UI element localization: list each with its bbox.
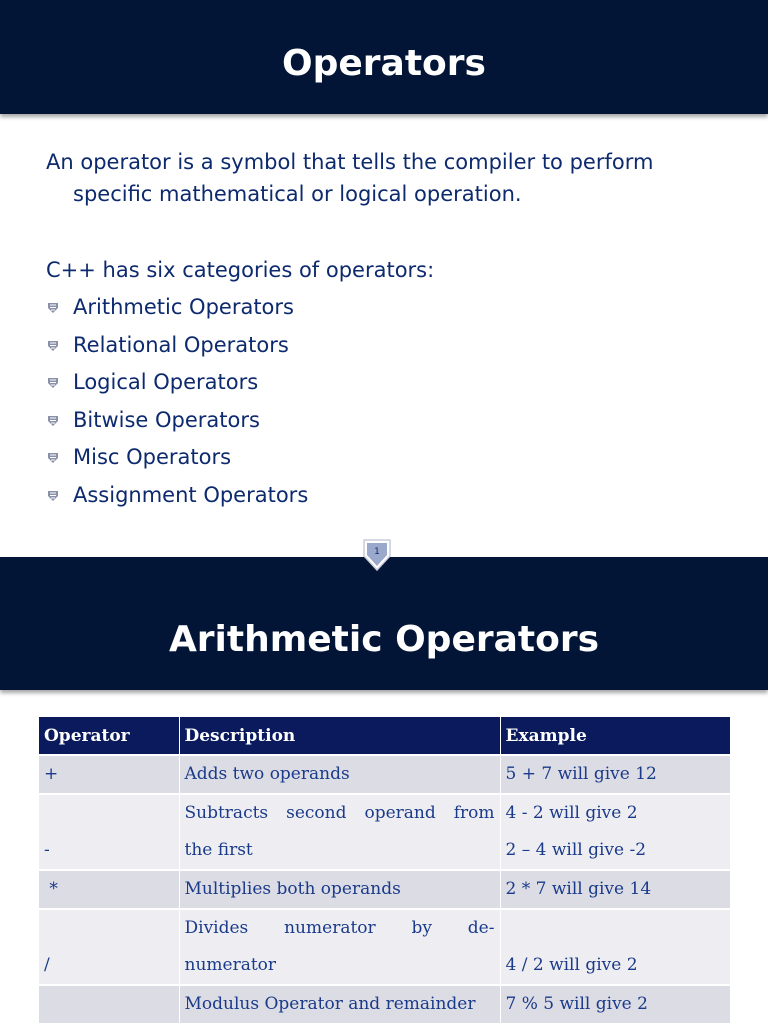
header-operator: Operator — [39, 717, 179, 755]
description-line: Modulus Operator and remainder — [184, 994, 476, 1014]
table-row — [39, 909, 730, 985]
category-label: Logical Operators — [73, 370, 259, 395]
description-line: Divides numerator by de- — [184, 918, 495, 938]
description-line: Adds two operands — [184, 764, 350, 784]
intro-line-1: An operator is a symbol that tells the compiler to perform — [46, 150, 654, 174]
example-line: 5 + 7 will give 12 — [505, 764, 657, 784]
bullet-icon — [47, 415, 59, 427]
cell-operator: + — [39, 755, 179, 794]
category-list — [46, 289, 308, 515]
list-item — [46, 402, 308, 440]
table-row — [39, 755, 730, 794]
cell-description — [179, 985, 500, 1023]
example-line: 2 * 7 will give 14 — [505, 879, 652, 899]
table-header-row — [39, 717, 730, 755]
cell-example — [500, 755, 730, 794]
example-line — [506, 910, 725, 947]
example-line: 4 - 2 will give 2 — [505, 803, 638, 823]
category-label: Arithmetic Operators — [73, 295, 294, 319]
cell-operator: * — [39, 870, 179, 909]
cell-description — [179, 870, 500, 909]
intro-line-2: specific mathematical or logical operation. — [73, 182, 522, 206]
list-item — [46, 327, 308, 365]
list-item — [46, 289, 308, 327]
bullet-icon — [47, 490, 59, 502]
table-row — [39, 985, 730, 1023]
example-line: 2 – 4 will give -2 — [505, 840, 647, 860]
slide-title-banner-2 — [0, 557, 768, 690]
cell-operator: / — [39, 909, 179, 985]
cell-description — [179, 794, 500, 870]
cell-example — [500, 985, 730, 1023]
slide-title-banner — [0, 0, 768, 114]
list-item — [46, 477, 308, 515]
description-line: Multiplies both operands — [184, 879, 401, 899]
example-line: 4 / 2 will give 2 — [505, 955, 638, 975]
header-description: Description — [179, 717, 500, 755]
slide-title: Operators — [282, 43, 486, 84]
cell-example — [500, 909, 730, 985]
page-number: 1 — [374, 547, 380, 557]
description-line: the first — [184, 840, 253, 860]
category-label: Bitwise Operators — [73, 407, 260, 432]
bullet-icon — [47, 340, 59, 352]
cell-example — [500, 870, 730, 909]
description-line: numerator — [184, 955, 277, 975]
bullet-icon — [47, 377, 59, 389]
list-item — [46, 439, 308, 477]
example-line: 7 % 5 will give 2 — [505, 994, 648, 1014]
cell-description — [179, 909, 500, 985]
bullet-icon — [47, 302, 59, 314]
cell-description — [179, 755, 500, 794]
intro-paragraph — [46, 146, 746, 210]
slide-title-2: Arithmetic Operators — [168, 619, 600, 660]
category-label: Relational Operators — [73, 332, 289, 357]
header-example: Example — [500, 717, 730, 755]
table-row — [39, 794, 730, 870]
description-line: Subtracts second operand from — [184, 803, 495, 823]
cell-operator: - — [39, 794, 179, 870]
arithmetic-operators-table — [39, 717, 731, 1023]
cell-example — [500, 794, 730, 870]
categories-intro: C++ has six categories of operators: — [46, 258, 435, 282]
page-number-badge — [362, 538, 392, 572]
cell-operator — [39, 985, 179, 1023]
category-label: Misc Operators — [73, 445, 232, 470]
category-label: Assignment Operators — [73, 482, 309, 507]
list-item — [46, 364, 308, 402]
table-row — [39, 870, 730, 909]
bullet-icon — [47, 452, 59, 464]
